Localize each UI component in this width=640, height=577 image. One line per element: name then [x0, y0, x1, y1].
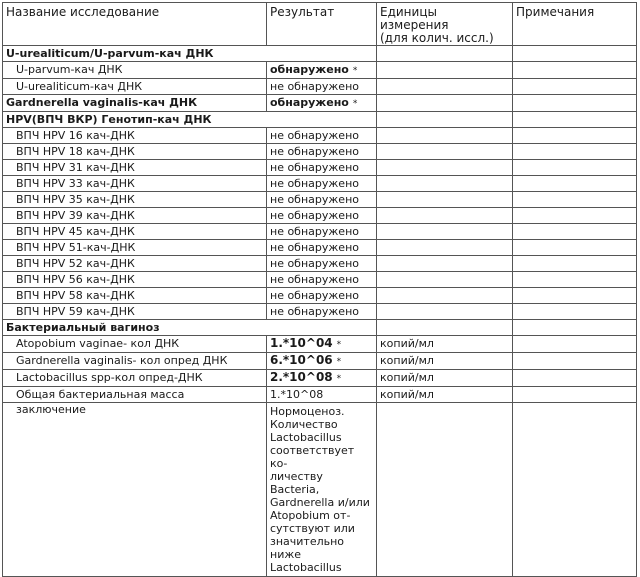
- table-row: [3, 79, 637, 95]
- table-row: [3, 304, 637, 320]
- test-name: ВПЧ HPV 16 кач-ДНК: [3, 128, 267, 144]
- test-result: не обнаружено: [267, 160, 377, 176]
- conclusion-line: сутствуют или: [270, 522, 355, 535]
- table-row: [3, 176, 637, 192]
- test-result: не обнаружено: [267, 208, 377, 224]
- abnormal-mark: *: [336, 374, 342, 384]
- header-units: [377, 3, 513, 46]
- section-title: Gardnerella vaginalis-кач ДНК: [3, 95, 267, 112]
- result-value: обнаружено: [270, 63, 349, 76]
- table-row: [3, 336, 637, 353]
- section-title: U-urealiticum/U-parvum-кач ДНК: [3, 46, 377, 62]
- section-row-hpv: [3, 112, 637, 128]
- table-row: [3, 240, 637, 256]
- test-name: U-urealiticum-кач ДНК: [3, 79, 267, 95]
- test-units: копий/мл: [377, 336, 513, 353]
- result-value: 2.*10^08: [270, 370, 333, 384]
- test-result: не обнаружено: [267, 79, 377, 95]
- table-row: [3, 224, 637, 240]
- conclusion-row: [3, 403, 637, 577]
- lab-results-table: [2, 2, 637, 577]
- conclusion-line: Lactobacillus: [270, 431, 342, 444]
- conclusion-line: личеству Bacteria,: [270, 470, 323, 496]
- table-row: [3, 160, 637, 176]
- conclusion-line: значительно ниже: [270, 535, 345, 561]
- abnormal-mark: *: [352, 99, 358, 109]
- test-result: [267, 95, 377, 112]
- test-name: ВПЧ HPV 51-кач-ДНК: [3, 240, 267, 256]
- table-row: [3, 370, 637, 387]
- test-name: Atopobium vaginae- кол ДНК: [3, 336, 267, 353]
- test-result: не обнаружено: [267, 176, 377, 192]
- test-units: копий/мл: [377, 370, 513, 387]
- section-title: Бактериальный вагиноз: [3, 320, 377, 336]
- table-row: [3, 62, 637, 79]
- table-row: [3, 128, 637, 144]
- conclusion-line: соответствует ко-: [270, 444, 355, 470]
- section-title: HPV(ВПЧ ВКР) Генотип-кач ДНК: [3, 112, 377, 128]
- test-result: не обнаружено: [267, 304, 377, 320]
- test-result: не обнаружено: [267, 224, 377, 240]
- table-row: [3, 208, 637, 224]
- test-name: ВПЧ HPV 56 кач-ДНК: [3, 272, 267, 288]
- conclusion-text: [267, 403, 377, 577]
- test-name: U-parvum-кач ДНК: [3, 62, 267, 79]
- test-result: [267, 353, 377, 370]
- abnormal-mark: *: [336, 340, 342, 350]
- test-result: не обнаружено: [267, 256, 377, 272]
- conclusion-line: Atopobium от-: [270, 509, 351, 522]
- test-name: Lactobacillus spp-кол опред-ДНК: [3, 370, 267, 387]
- section-row-bacterial-vaginosis: [3, 320, 637, 336]
- header-units-line1: Единицы измерения: [380, 5, 449, 32]
- test-name: ВПЧ HPV 35 кач-ДНК: [3, 192, 267, 208]
- test-result: не обнаружено: [267, 144, 377, 160]
- test-name: ВПЧ HPV 45 кач-ДНК: [3, 224, 267, 240]
- result-value: обнаружено: [270, 96, 349, 109]
- table-row: [3, 272, 637, 288]
- test-units: копий/мл: [377, 387, 513, 403]
- test-name: Gardnerella vaginalis- кол опред ДНК: [3, 353, 267, 370]
- table-row: [3, 144, 637, 160]
- test-result: не обнаружено: [267, 240, 377, 256]
- table-row: [3, 387, 637, 403]
- header-test-name: Название исследование: [3, 3, 267, 46]
- test-name: ВПЧ HPV 18 кач-ДНК: [3, 144, 267, 160]
- table-header-row: [3, 3, 637, 46]
- test-result: 1.*10^08: [267, 387, 377, 403]
- test-units: копий/мл: [377, 353, 513, 370]
- abnormal-mark: *: [336, 357, 342, 367]
- header-result: Результат: [267, 3, 377, 46]
- table-row: [3, 353, 637, 370]
- header-notes: Примечания: [513, 3, 637, 46]
- table-row: [3, 288, 637, 304]
- conclusion-line: Gardnerella и/или: [270, 496, 370, 509]
- conclusion-line: Нормоценоз.: [270, 405, 345, 418]
- test-name: ВПЧ HPV 39 кач-ДНК: [3, 208, 267, 224]
- section-row-gardnerella: [3, 95, 637, 112]
- conclusion-line: Lactobacillus: [270, 561, 342, 574]
- test-result: [267, 370, 377, 387]
- test-name: ВПЧ HPV 31 кач-ДНК: [3, 160, 267, 176]
- abnormal-mark: *: [352, 66, 358, 76]
- section-row-ureaplasma: [3, 46, 637, 62]
- conclusion-line: Количество: [270, 418, 338, 431]
- test-result: не обнаружено: [267, 272, 377, 288]
- result-value: 1.*10^04: [270, 336, 333, 350]
- result-value: 6.*10^06: [270, 353, 333, 367]
- test-name: ВПЧ HPV 52 кач-ДНК: [3, 256, 267, 272]
- test-result: не обнаружено: [267, 288, 377, 304]
- test-name: Общая бактериальная масса: [3, 387, 267, 403]
- test-result: не обнаружено: [267, 128, 377, 144]
- header-units-line2: (для колич. иссл.): [380, 31, 494, 45]
- test-result: не обнаружено: [267, 192, 377, 208]
- table-row: [3, 256, 637, 272]
- table-row: [3, 192, 637, 208]
- lab-results-sheet: [2, 2, 636, 574]
- conclusion-label: заключение: [3, 403, 267, 577]
- test-result: [267, 62, 377, 79]
- test-name: ВПЧ HPV 33 кач-ДНК: [3, 176, 267, 192]
- test-name: ВПЧ HPV 59 кач-ДНК: [3, 304, 267, 320]
- test-result: [267, 336, 377, 353]
- test-name: ВПЧ HPV 58 кач-ДНК: [3, 288, 267, 304]
